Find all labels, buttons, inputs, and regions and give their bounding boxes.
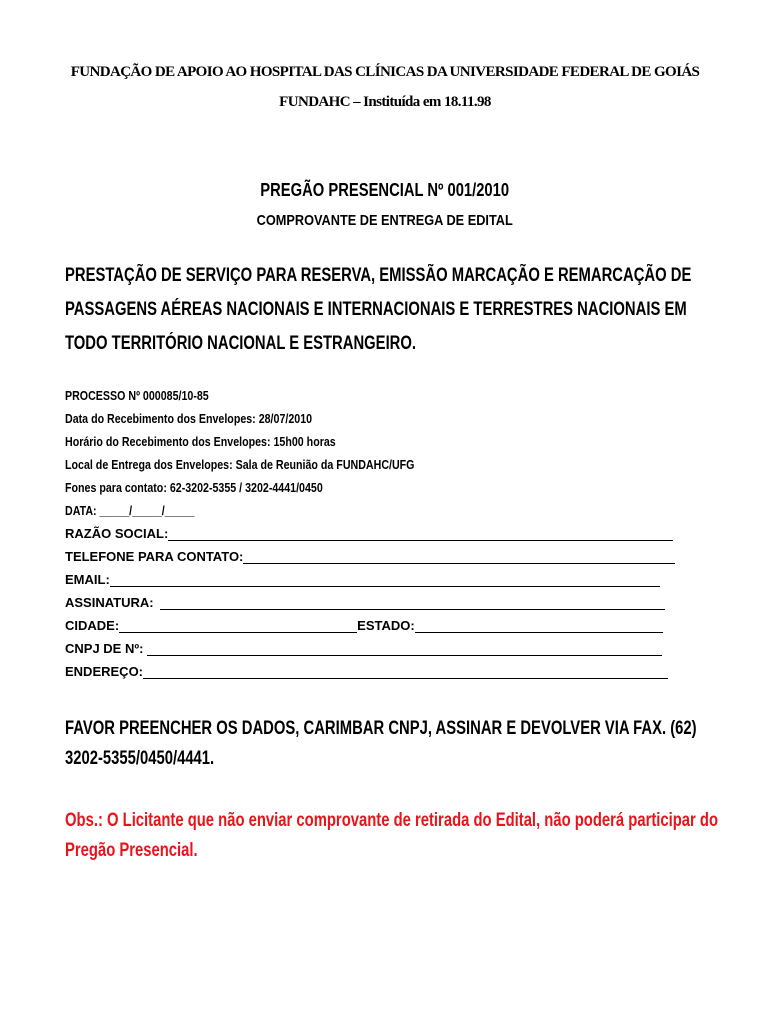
object-line-1: PRESTAÇÃO DE SERVIÇO PARA RESERVA, EMISSÃO MARCAÇÃO E REMARCAÇÃO DE <box>65 265 692 286</box>
company-name-line[interactable] <box>168 528 673 541</box>
phone-field[interactable] <box>65 549 675 564</box>
signature-line[interactable] <box>160 597 665 610</box>
cnpj-line[interactable] <box>147 643 662 656</box>
document-subtitle: COMPROVANTE DE ENTREGA DE EDITAL <box>256 212 514 229</box>
contact-phones: Fones para contato: 62-3202-5355 / 3202-4441/0450 <box>65 480 323 495</box>
email-line[interactable] <box>110 574 660 587</box>
city-state-field[interactable] <box>65 618 663 633</box>
state-line[interactable] <box>415 620 663 633</box>
address-field[interactable] <box>65 664 668 679</box>
email-label: EMAIL: <box>65 572 110 587</box>
organization-subtitle: FUNDAHC – Instituída em 18.11.98 <box>279 94 491 110</box>
company-name-field[interactable] <box>65 526 673 541</box>
signature-field[interactable] <box>65 595 665 610</box>
phone-line[interactable] <box>243 551 675 564</box>
signature-label: ASSINATURA: <box>65 595 154 610</box>
address-line[interactable] <box>143 666 668 679</box>
object-line-3: TODO TERRITÓRIO NACIONAL E ESTRANGEIRO. <box>65 333 417 354</box>
email-field[interactable] <box>65 572 660 587</box>
receipt-date: Data do Recebimento dos Envelopes: 28/07/2010 <box>65 411 313 426</box>
organization-name: FUNDAÇÃO DE APOIO AO HOSPITAL DAS CLÍNICAS DA UNIVERSIDADE FEDERAL DE GOIÁS <box>70 64 700 80</box>
object-line-2: PASSAGENS AÉREAS NACIONAIS E INTERNACIONAIS E TERRESTRES NACIONAIS EM <box>65 299 687 320</box>
instructions-line-1: FAVOR PREENCHER OS DADOS, CARIMBAR CNPJ, ASSINAR E DEVOLVER VIA FAX. (62) <box>65 718 697 739</box>
process-number: PROCESSO Nº 000085/10-85 <box>65 388 209 403</box>
warning-note-line-2: Pregão Presencial. <box>65 840 198 861</box>
warning-note-line-1: Obs.: O Licitante que não enviar comprovante de retirada do Edital, não poderá participar do <box>65 810 719 831</box>
receipt-time: Horário do Recebimento dos Envelopes: 15h00 horas <box>65 434 336 449</box>
address-label: ENDEREÇO: <box>65 664 144 679</box>
city-label: CIDADE: <box>65 618 120 633</box>
date-field[interactable]: DATA: _____/_____/_____ <box>65 503 195 518</box>
phone-label: TELEFONE PARA CONTATO: <box>65 549 244 564</box>
state-label: ESTADO: <box>357 618 415 633</box>
cnpj-field[interactable] <box>65 641 662 656</box>
city-line[interactable] <box>119 620 357 633</box>
company-name-label: RAZÃO SOCIAL: <box>65 526 169 541</box>
instructions-line-2: 3202-5355/0450/4441. <box>65 748 215 769</box>
delivery-location: Local de Entrega dos Envelopes: Sala de Reunião da FUNDAHC/UFG <box>65 457 415 472</box>
document-title: PREGÃO PRESENCIAL Nº 001/2010 <box>260 180 510 200</box>
cnpj-label: CNPJ DE Nº: <box>65 641 144 656</box>
